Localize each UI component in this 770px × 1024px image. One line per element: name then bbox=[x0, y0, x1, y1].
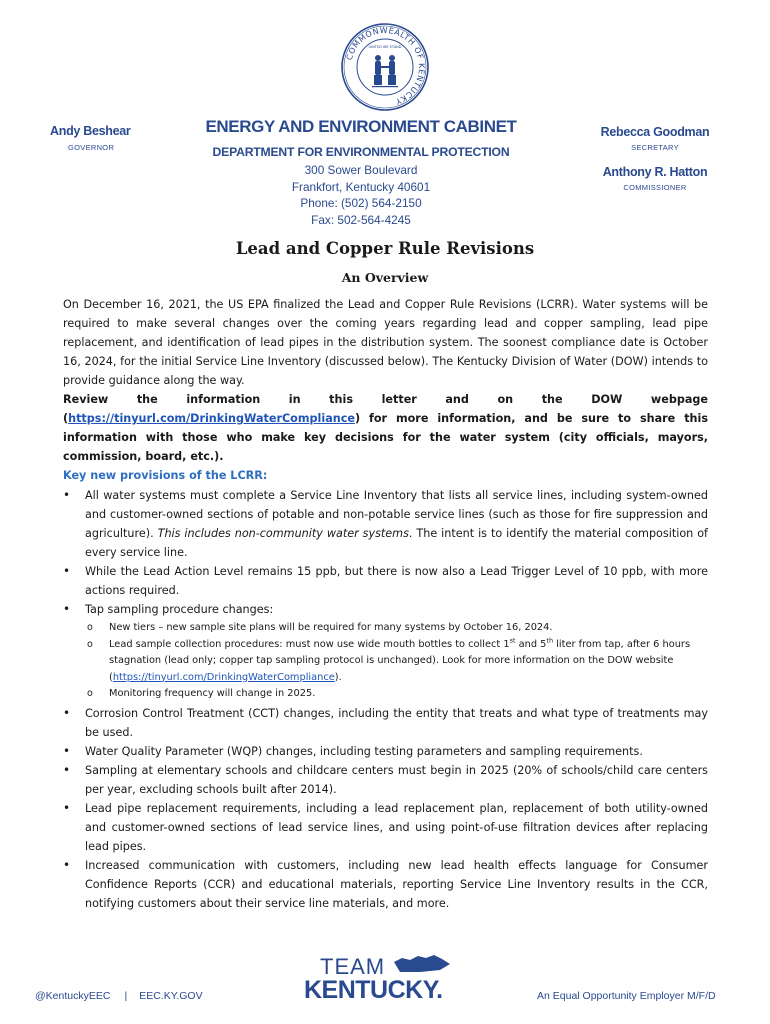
twitter-handle[interactable]: @KentuckyEEC bbox=[35, 990, 111, 1002]
sub-list-item bbox=[85, 637, 708, 687]
officials-block bbox=[585, 125, 725, 192]
provisions-list bbox=[63, 486, 708, 913]
sub-list-item: o Monitoring frequency will change in 2025. bbox=[85, 686, 708, 703]
kentucky-seal bbox=[340, 22, 430, 112]
logo-kentucky-text: KENTUCKY. bbox=[304, 976, 443, 1002]
b1-italic: This includes non-community water systems bbox=[157, 527, 409, 540]
b3-text: Tap sampling procedure changes: bbox=[85, 603, 274, 616]
governor-block bbox=[50, 124, 170, 152]
commissioner-title: COMMISSIONER bbox=[623, 183, 687, 192]
list-item bbox=[63, 600, 708, 703]
department-name: DEPARTMENT FOR ENVIRONMENTAL PROTECTION bbox=[212, 145, 510, 159]
s2-text-a: Lead sample collection procedures: must now use wide mouth bottles to collect 1 bbox=[109, 638, 510, 650]
tap-sampling-sublist bbox=[85, 620, 708, 703]
team-kentucky-logo bbox=[302, 950, 467, 1002]
review-text-after: ) for more information, and be sure to share this information with those who make key decisions for the water system (city officials, mayors, commission, board, etc.). bbox=[63, 412, 708, 463]
address bbox=[185, 162, 537, 228]
list-item bbox=[63, 486, 708, 562]
review-paragraph bbox=[63, 390, 708, 466]
s2-sup1: st bbox=[509, 636, 516, 645]
list-item: • While the Lead Action Level remains 15 ppb, but there is now also a Lead Trigger Level of 10 ppb, with more actions required. bbox=[63, 562, 708, 600]
address-line2: Frankfort, Kentucky 40601 bbox=[291, 179, 431, 194]
list-item: • Sampling at elementary schools and childcare centers must begin in 2025 (20% of schools/child care centers per year, excluding schools built after 2014). bbox=[63, 761, 708, 799]
s2-text-d: ). bbox=[334, 671, 342, 683]
dow-webpage-link[interactable]: https://tinyurl.com/DrinkingWaterCompliance bbox=[68, 412, 355, 425]
b1-text: All water systems must complete a Service Line Inventory that lists all service lines, including system-owned and customer-owned sections of potable and non-potable service lines (such as those for fire suppression and agriculture). bbox=[85, 489, 708, 540]
governor-name: Andy Beshear bbox=[50, 124, 131, 138]
commissioner-name: Anthony R. Hatton bbox=[602, 165, 708, 179]
dow-website-link[interactable]: https://tinyurl.com/DrinkingWaterCompliance bbox=[112, 671, 335, 683]
document-title: Lead and Copper Rule Revisions bbox=[235, 239, 535, 258]
kentucky-state-icon bbox=[394, 955, 450, 972]
b1-end: . The intent is to identify the material composition of every service line. bbox=[85, 527, 708, 559]
review-text-before: Review the information in this letter and on the DOW webpage ( bbox=[63, 393, 708, 425]
seal-inner-text: UNITED WE STAND bbox=[368, 45, 402, 49]
footer-contact bbox=[35, 990, 203, 1002]
intro-paragraph: On December 16, 2021, the US EPA finalized the Lead and Copper Rule Revisions (LCRR). Water systems will be required to make several changes over the coming years regarding lead and copper sampling, lead pipe replacement, and identification of lead pipes in the distribution system. The soonest compliance date is October 16, 2024, for the initial Service Line Inventory (discussed below). The Kentucky Division of Water (DOW) intends to provide guidance along the way. bbox=[63, 298, 708, 387]
list-item: • Lead pipe replacement requirements, including a lead replacement plan, replacement of both utility-owned and customer-owned sections of lead service lines, and using point-of-use filtration devices after replacing lead pipes. bbox=[63, 799, 708, 856]
list-item: • Corrosion Control Treatment (CCT) changes, including the entity that treats and what type of treatments may be used. bbox=[63, 704, 708, 742]
cabinet-block bbox=[185, 117, 537, 228]
document-subtitle: An Overview bbox=[341, 270, 429, 285]
governor-title: GOVERNOR bbox=[68, 143, 115, 152]
list-item: • Water Quality Parameter (WQP) changes, including testing parameters and sampling requirements. bbox=[63, 742, 708, 761]
s2-text-b: and 5 bbox=[515, 638, 547, 650]
document-body bbox=[63, 295, 708, 913]
cabinet-name: ENERGY AND ENVIRONMENT CABINET bbox=[205, 117, 517, 136]
fax: Fax: 502-564-4245 bbox=[311, 212, 411, 227]
address-line1: 300 Sower Boulevard bbox=[304, 163, 418, 177]
logo-team-text: TEAM bbox=[320, 954, 386, 979]
secretary-title: SECRETARY bbox=[631, 143, 679, 152]
equal-opportunity: An Equal Opportunity Employer M/F/D bbox=[537, 990, 716, 1002]
key-provisions-heading: Key new provisions of the LCRR: bbox=[63, 469, 268, 482]
s2-text-c: liter from tap, after 6 hours stagnation (lead only; copper tap sampling protocol is unchanged). Look for more information on the DOW website ( bbox=[109, 638, 691, 683]
sub-list-item: o New tiers – new sample site plans will be required for many systems by October 16, 2024. bbox=[85, 620, 708, 637]
list-item: • Increased communication with customers, including new lead health effects language for Consumer Confidence Reports (CCR) and educational materials, reporting Service Line Inventory results in the CCR, notifying customers about their service line materials, and more. bbox=[63, 856, 708, 913]
secretary-name: Rebecca Goodman bbox=[600, 125, 710, 139]
footer-separator: | bbox=[124, 990, 128, 1002]
seal-text: COMMONWEALTH OF KENTUCKY bbox=[344, 25, 427, 107]
website-link[interactable]: EEC.KY.GOV bbox=[139, 990, 203, 1002]
s2-sup2: th bbox=[546, 636, 554, 645]
phone: Phone: (502) 564-2150 bbox=[300, 196, 422, 210]
